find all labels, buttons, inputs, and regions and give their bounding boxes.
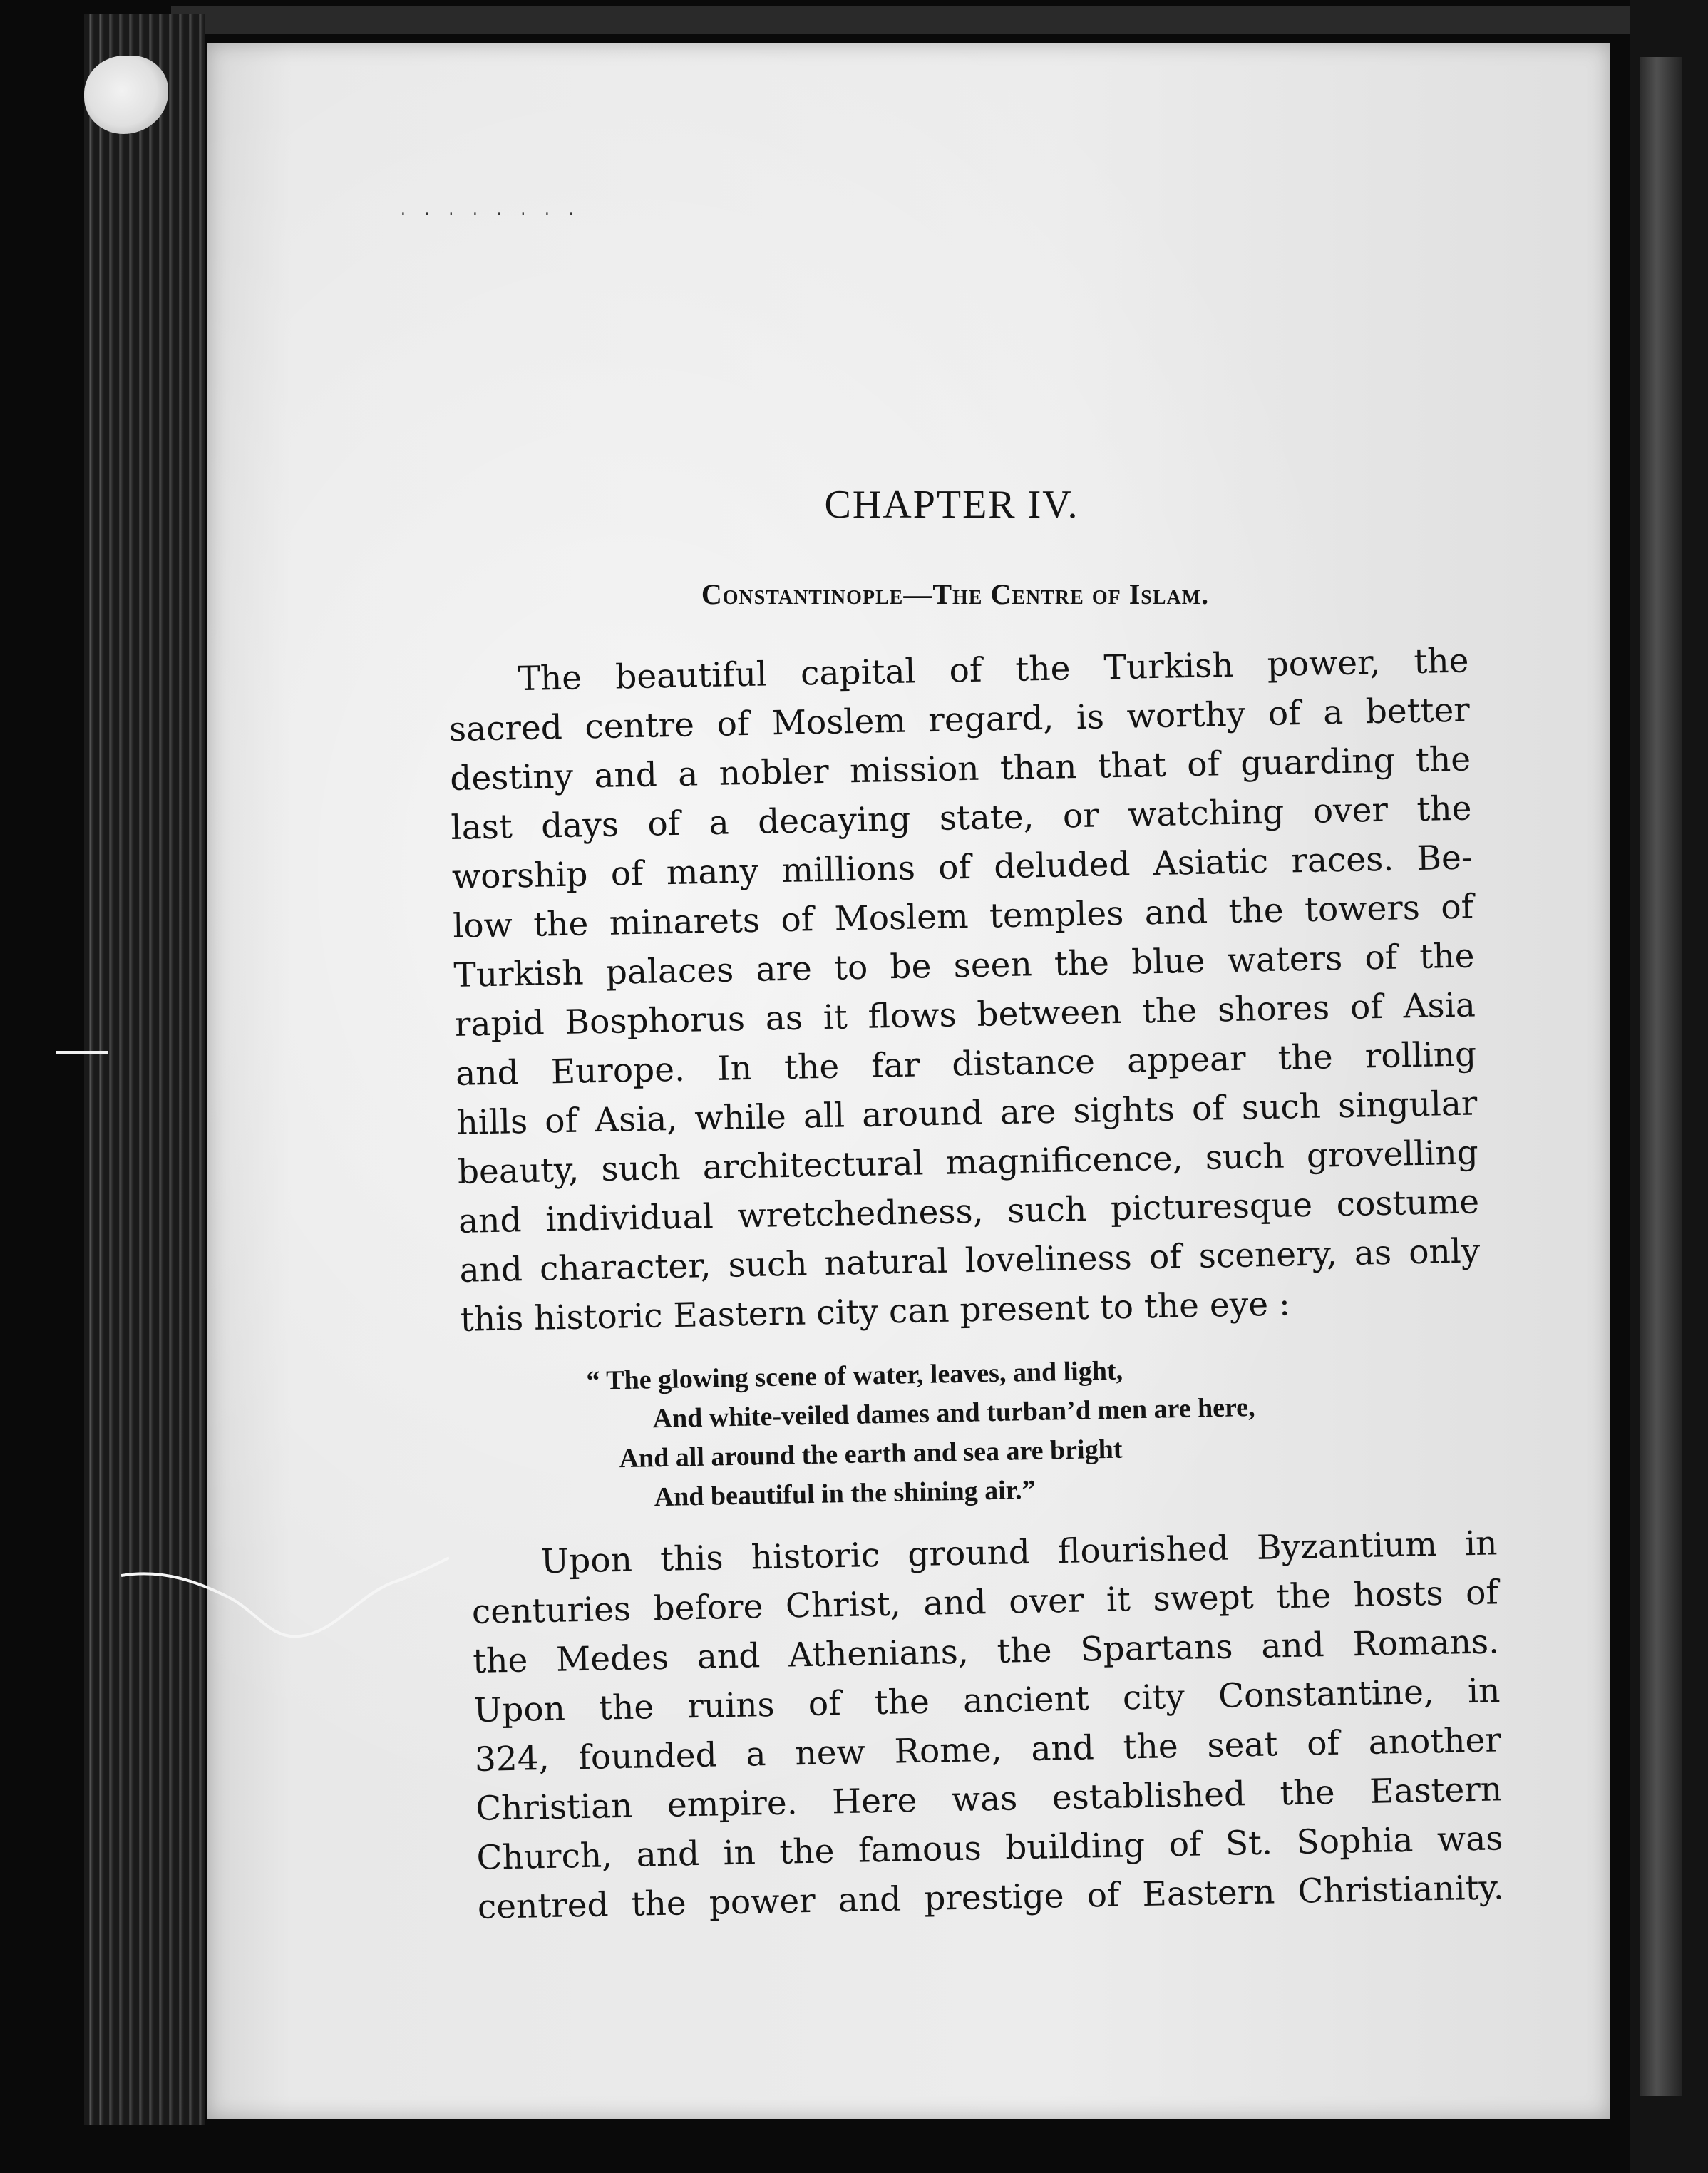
paragraph-line: and character, such natural loveliness of scenery, as only <box>459 1231 1481 1290</box>
paragraph-line: the Medes and Athenians, the Spartans and Romans. <box>472 1622 1500 1681</box>
paragraph-line: Upon this historic ground flourished Byzantium in <box>540 1524 1498 1582</box>
paragraph-line: rapid Bosphorus as it flows between the shores of Asia <box>454 985 1476 1044</box>
paragraph-line: hills of Asia, while all around are sights of such singular <box>456 1084 1478 1143</box>
paragraph-line: The beautiful capital of the Turkish power, the <box>518 641 1469 699</box>
paragraph-line: and individual wretchedness, such picturesque costume <box>458 1182 1480 1241</box>
paragraph-line: Church, and in the famous building of St. Sophia was <box>476 1819 1503 1878</box>
paragraph-line: this historic Eastern city can present to the eye : <box>460 1284 1291 1340</box>
paragraph-line: centred the power and prestige of Eastern Christianity. <box>477 1868 1505 1927</box>
paragraph-line: Turkish palaces are to be seen the blue waters of the <box>453 936 1475 995</box>
paragraph-line: sacred centre of Moslem regard, is worthy of a better <box>448 690 1471 749</box>
paragraph-line: last days of a decaying state, or watching over the <box>451 788 1472 848</box>
paragraph-line: and Europe. In the far distance appear the rolling <box>455 1034 1477 1094</box>
paragraph-line: Christian empire. Here was established the Eastern <box>475 1769 1503 1829</box>
paragraph-line: centuries before Christ, and over it swept the hosts of <box>471 1573 1499 1632</box>
verse-line: “ The glowing scene of water, leaves, and light, <box>586 1355 1123 1396</box>
paragraph-line: 324, founded a new Rome, and the seat of another <box>474 1720 1502 1779</box>
paragraph-line: Upon the ruins of the ancient city Constantine, in <box>473 1671 1501 1730</box>
verse-line: And beautiful in the shining air.” <box>654 1474 1036 1513</box>
paragraph-line: destiny and a nobler mission than that of guarding the <box>449 739 1471 798</box>
paragraph-1 <box>448 637 1481 1345</box>
paragraph-line: low the minarets of Moslem temples and the towers of <box>452 887 1474 946</box>
verse-line: And all around the earth and sea are bright <box>619 1434 1123 1474</box>
chapter-subtitle: Constantinople—The Centre of Islam. <box>701 578 1210 610</box>
paragraph-line: worship of many millions of deluded Asiatic races. Be- <box>451 838 1473 897</box>
verse-quotation <box>586 1346 1401 1519</box>
verse-line: And white-veiled dames and turban’d men are here, <box>652 1392 1255 1434</box>
chapter-heading: CHAPTER IV. <box>824 483 1079 527</box>
paragraph-2 <box>470 1519 1504 1932</box>
print-specks: · · · · · · · · <box>399 207 580 222</box>
paragraph-line: beauty, such architectural magnificence, such grovelling <box>457 1133 1479 1192</box>
